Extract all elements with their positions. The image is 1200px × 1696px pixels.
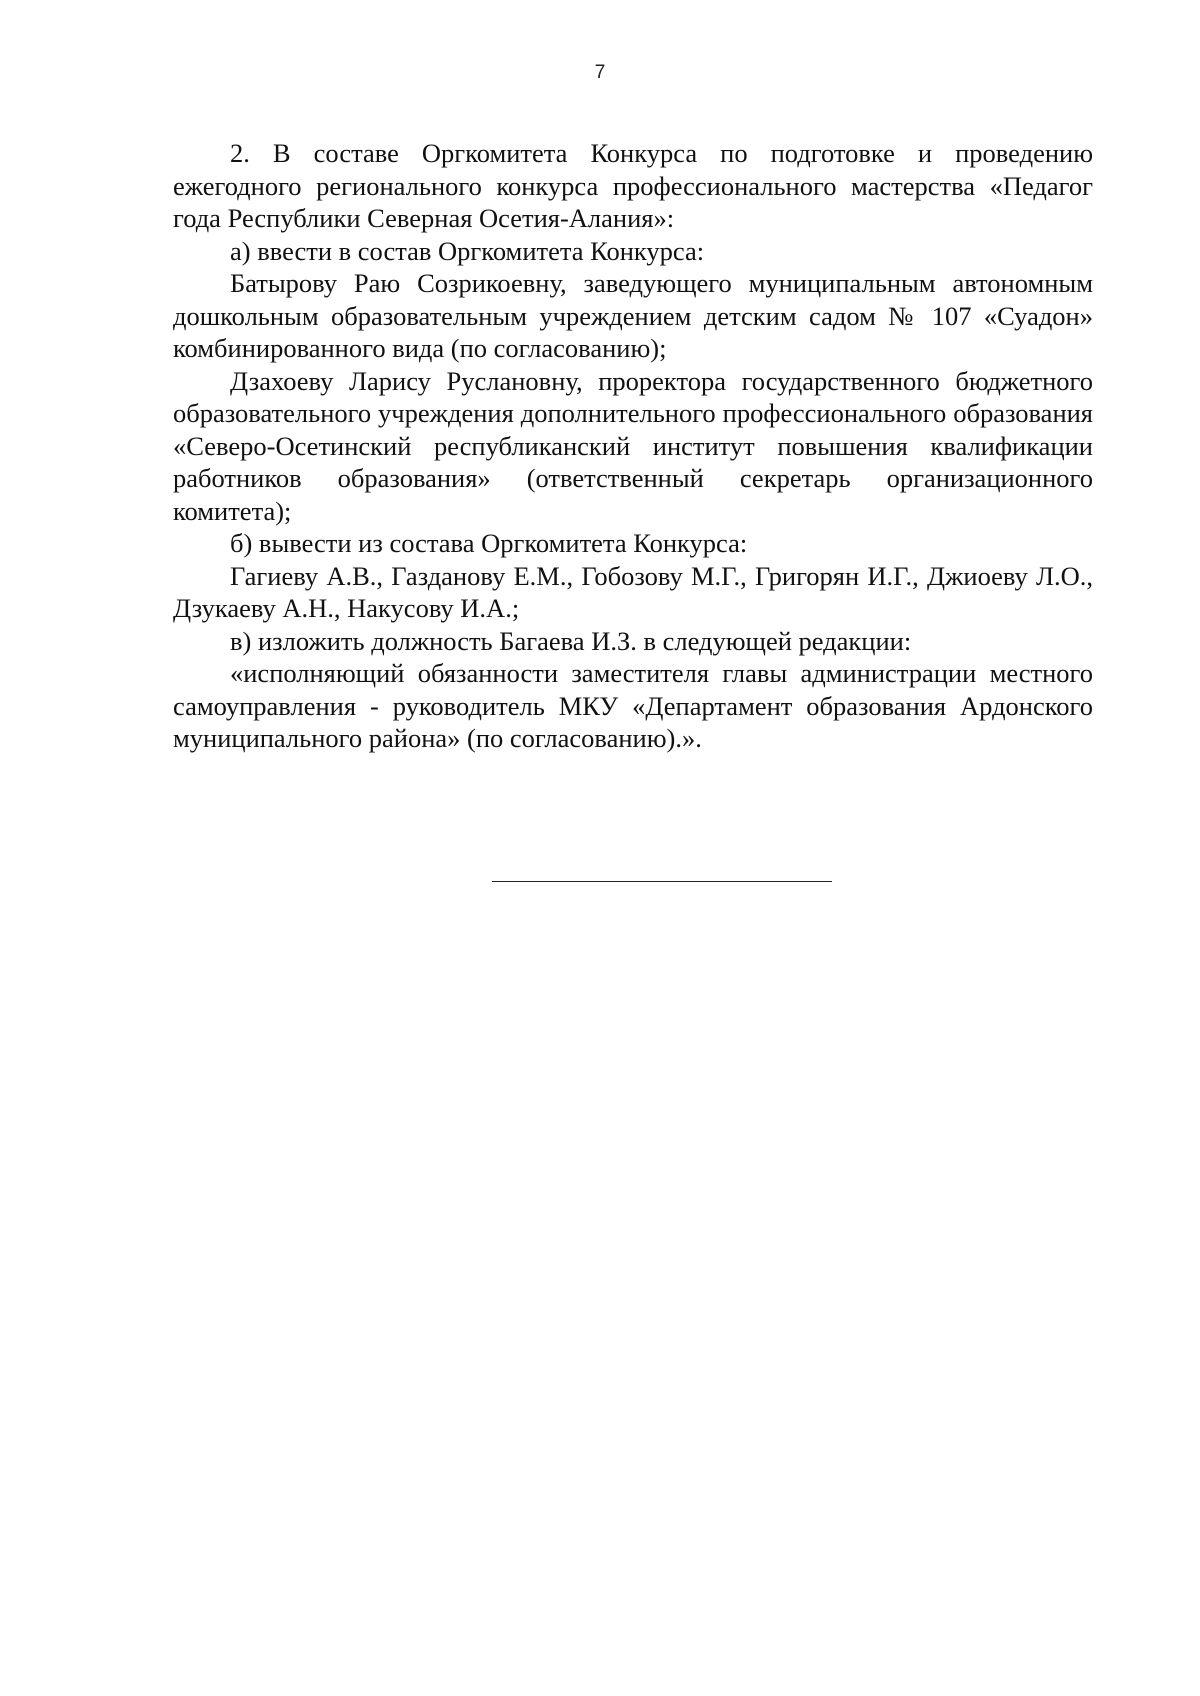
document-body — [173, 137, 1093, 755]
paragraph-member-batyrova: Батырову Раю Созрикоевну, заведующего муниципальным автономным дошкольным образовательным учреждением детским садом № 107 «Суадон» комбинированного вида (по согласованию); — [173, 268, 1093, 363]
paragraph-bagaev-heading: в) изложить должность Багаева И.З. в следующей редакции: — [230, 625, 912, 656]
page-number: 7 — [594, 62, 606, 83]
paragraph-bagaev-position: «исполняющий обязанности заместителя главы администрации местного самоуправления - руководитель МКУ «Департамент образования Ардонского муниципального района» (по согласованию).». — [173, 658, 1093, 753]
paragraph-removed-members-list: Гагиеву А.В., Газданову Е.М., Гобозову М.Г., Григорян И.Г., Джиоеву Л.О., Дзукаеву А.Н., Накусову И.А.; — [173, 560, 1093, 623]
closing-rule — [492, 881, 832, 882]
paragraph-remove-members-heading: б) вывести из состава Оргкомитета Конкурса: — [230, 528, 748, 558]
paragraph-member-dzakhoeva: Дзахоеву Ларису Руслановну, проректора государственного бюджетного образовательного учреждения дополнительного профессионального образования «Северо-Осетинский республиканский институт повышения квалификации работников образования» (ответственный секретарь организационного комитета); — [173, 365, 1093, 526]
paragraph-add-members-heading: а) ввести в состав Оргкомитета Конкурса: — [230, 235, 705, 266]
paragraph-orgcommittee-intro: 2. В составе Оргкомитета Конкурса по подготовке и проведению ежегодного регионального конкурса профессионального мастерства «Педагог года Республики Северная Осетия-Алания»: — [173, 138, 1093, 233]
